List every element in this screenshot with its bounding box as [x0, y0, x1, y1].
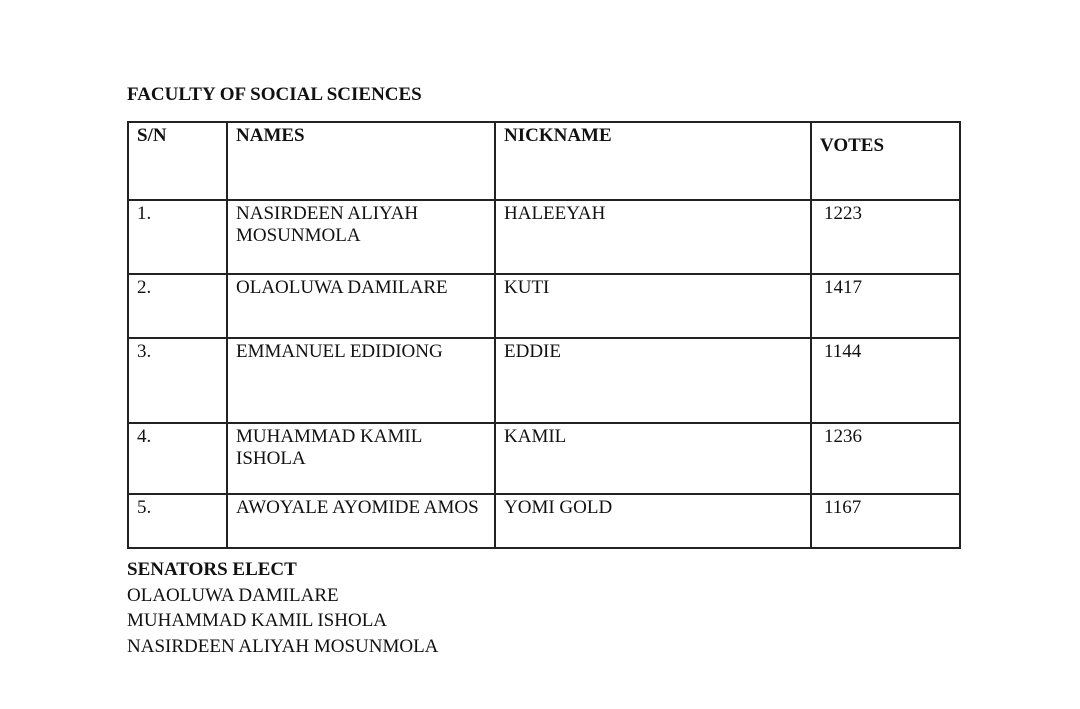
table-row	[128, 274, 960, 338]
senator-elect-name: MUHAMMAD KAMIL ISHOLA	[127, 610, 388, 631]
table-header-row	[128, 122, 960, 200]
cell-nickname: YOMI GOLD	[495, 494, 811, 548]
table-row	[128, 338, 960, 423]
cell-sn: 4.	[128, 423, 227, 494]
page-title: FACULTY OF SOCIAL SCIENCES	[127, 84, 422, 105]
table-row	[128, 200, 960, 274]
cell-sn: 1.	[128, 200, 227, 274]
cell-sn: 3.	[128, 338, 227, 423]
senators-elect-section	[127, 557, 438, 659]
cell-votes: 1236	[811, 423, 960, 494]
senator-elect-name: OLAOLUWA DAMILARE	[127, 584, 339, 606]
cell-name: EMMANUEL EDIDIONG	[227, 338, 495, 423]
column-header-names: NAMES	[227, 122, 495, 200]
cell-sn: 5.	[128, 494, 227, 548]
cell-votes: 1144	[811, 338, 960, 423]
cell-sn: 2.	[128, 274, 227, 338]
cell-nickname: KAMIL	[495, 423, 811, 494]
cell-votes: 1417	[811, 274, 960, 338]
cell-name: AWOYALE AYOMIDE AMOS	[227, 494, 495, 548]
cell-votes: 1167	[811, 494, 960, 548]
cell-nickname: HALEEYAH	[495, 200, 811, 274]
cell-nickname: EDDIE	[495, 338, 811, 423]
table-row	[128, 494, 960, 548]
table-row	[128, 423, 960, 494]
senators-elect-title: SENATORS ELECT	[127, 559, 297, 580]
cell-votes: 1223	[811, 200, 960, 274]
column-header-sn: S/N	[128, 122, 227, 200]
cell-name: OLAOLUWA DAMILARE	[227, 274, 495, 338]
cell-name: NASIRDEEN ALIYAH MOSUNMOLA	[227, 200, 495, 274]
results-table	[127, 121, 961, 549]
column-header-votes: VOTES	[811, 122, 960, 200]
cell-nickname: KUTI	[495, 274, 811, 338]
column-header-nickname: NICKNAME	[495, 122, 811, 200]
senator-elect-name: NASIRDEEN ALIYAH MOSUNMOLA	[127, 635, 439, 657]
cell-name: MUHAMMAD KAMIL ISHOLA	[227, 423, 495, 494]
